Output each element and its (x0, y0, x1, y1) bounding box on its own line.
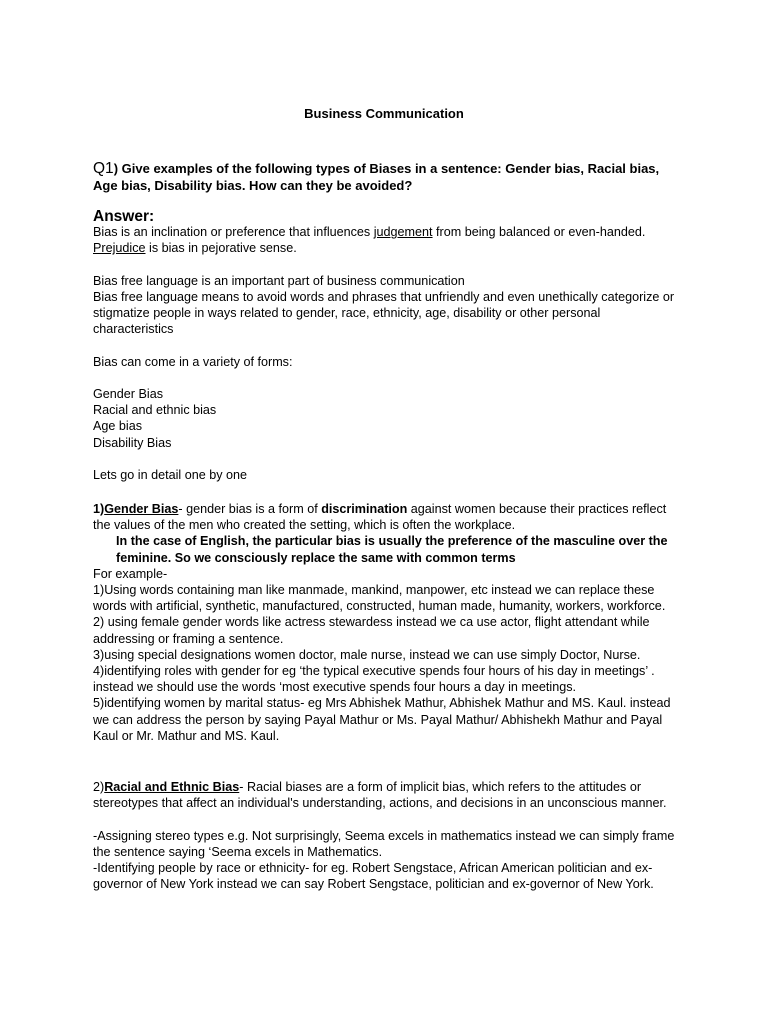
answer-heading: Answer: (93, 208, 155, 225)
forms-intro: Bias can come in a variety of forms: (93, 354, 293, 369)
gender-bias-paragraph: 1)Gender Bias- gender bias is a form of discrimination against women because their practices reflect the values of the men who created the setting, which is often the workplace. (93, 502, 667, 533)
bias-free-definition: Bias free language means to avoid words and phrases that unfriendly and even unethically categorize or stigmatize people in ways related to gender, race, ethnicity, age, disability or other personal characteristics (93, 289, 675, 337)
racial-bias-section (93, 779, 678, 892)
question-paren: ) (113, 161, 119, 176)
form-item: Gender Bias (93, 387, 164, 402)
bias-definition: Bias is an inclination or preference that influences judgement from being balanced or even-handed. Prejudice is bias in pejorative sense. (93, 225, 646, 256)
page-title: Business Communication (304, 106, 464, 121)
gender-example: 1)Using words containing man like manmade, mankind, manpower, etc instead we can replace these words with artificial, synthetic, manufactured, constructed, human made, humanity, workers, workforce. (93, 583, 666, 614)
judgement-term: judgement (373, 225, 433, 239)
bias-free-statement: Bias free language is an important part of business communication (93, 273, 465, 288)
discrimination-term: discrimination (321, 502, 408, 516)
gender-bias-section (93, 501, 678, 744)
detail-intro: Lets go in detail one by one (93, 468, 248, 483)
question-block (93, 160, 678, 194)
gender-example: 2) using female gender words like actress stewardess instead we ca use actor, flight attendant while addressing or framing a sentence. (93, 615, 650, 646)
gender-example: 5)identifying women by marital status- eg Mrs Abhishek Mathur, Abhishek Mathur and MS. Kaul. instead we can address the person by saying Payal Mathur or Ms. Payal Mathur/ Abhishekh Mathur and Payal Kaul or Mr. Mathur and MS. Kaul. (93, 696, 671, 743)
form-item: Racial and ethnic bias (93, 403, 217, 418)
racial-bias-paragraph: 2)Racial and Ethnic Bias- Racial biases are a form of implicit bias, which refers to the attitudes or stereotypes that affect an individual's understanding, actions, and decisions in an unconscious manner. (93, 780, 667, 811)
racial-example: -Assigning stereo types e.g. Not surprisingly, Seema excels in mathematics instead we can simply frame the sentence saying ‘Seema excels in Mathematics. (93, 828, 675, 859)
for-example-label: For example- (93, 566, 168, 581)
form-item: Disability Bias (93, 435, 172, 450)
form-item: Age bias (93, 419, 143, 434)
racial-bias-heading: Racial and Ethnic Bias (104, 780, 240, 794)
english-bias-note: In the case of English, the particular bias is usually the preference of the masculine over the feminine. So we consciously replace the same with common terms (116, 534, 668, 565)
question-number: Q1 (93, 160, 114, 177)
racial-example: -Identifying people by race or ethnicity- for eg. Robert Sengstace, African American politician and ex-governor of New York instead we can say Robert Sengstace, politician and ex-governor of New York. (93, 861, 654, 892)
question-text: Give examples of the following types of Biases in a sentence: Gender bias, Racial bias, Age bias, Disability bias. How can they be avoided? (93, 161, 660, 193)
gender-example: 4)identifying roles with gender for eg ‘the typical executive spends four hours of his day in meetings’ . instead we should use the words ‘most executive spends four hours a day in meetings. (93, 664, 655, 695)
prejudice-term: Prejudice (93, 241, 146, 256)
intro-section (93, 224, 678, 483)
gender-bias-heading: Gender Bias (104, 502, 179, 516)
gender-example: 3)using special designations women doctor, male nurse, instead we can use simply Doctor, Nurse. (93, 647, 641, 662)
